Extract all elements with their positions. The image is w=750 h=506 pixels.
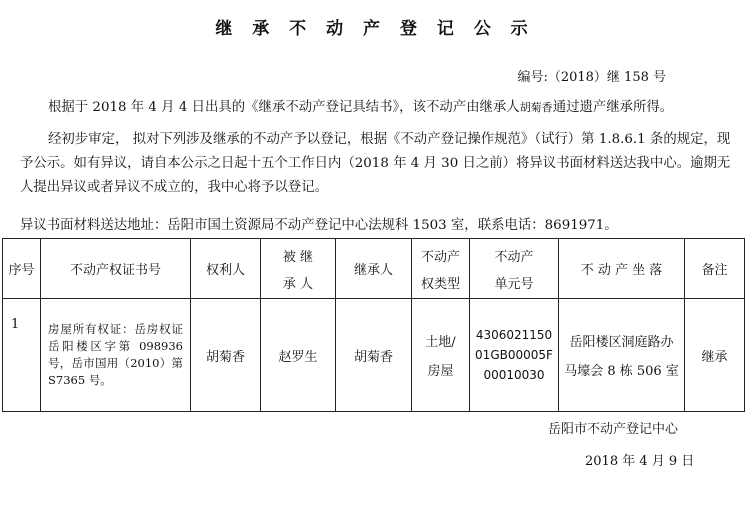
row-heir: 胡菊香 <box>336 299 412 412</box>
header-right-type-line2: 权类型 <box>420 276 460 292</box>
paragraph-basis-text: 根据于 2018 年 4 月 4 日出具的《继承不动产登记具结书》，该不动产由继承人 <box>48 100 520 115</box>
paragraph-objection-address: 异议书面材料送达地址：岳阳市国土资源局不动产登记中心法规科 1503 室，联系电话：8691971。 <box>20 218 618 233</box>
header-heir: 继承人 <box>336 239 412 299</box>
paragraph-basis <box>20 96 732 120</box>
header-location: 不 动 产 坐 落 <box>559 239 685 299</box>
row-unit-no-line3: 00010030 <box>483 368 545 382</box>
table-header-row <box>3 239 745 299</box>
header-seq: 序号 <box>3 239 41 299</box>
header-owner: 权利人 <box>191 239 261 299</box>
paragraph-review: 经初步审定， 拟对下列涉及继承的不动产予以登记，根据《不动产登记操作规范》（试行）第 1.8.6.1 条的规定，现予公示。如有异议，请自本公示之日起十五个工作日内（2018 年 4 月 30 日之前）将异议书面材料送达我中心。逾期无人提出异议或者异议不成立的，我中心将予以登记。 <box>20 132 731 195</box>
document-title: 继 承 不 动 产 登 记 公 示 <box>215 19 535 39</box>
footer-organization: 岳阳市不动产登记中心 <box>548 422 679 437</box>
row-owner: 胡菊香 <box>191 299 261 412</box>
row-location-line1: 岳阳楼区洞庭路办 <box>569 335 674 350</box>
row-note: 继承 <box>685 299 745 412</box>
row-decedent: 赵罗生 <box>261 299 336 412</box>
header-unit-no-line1: 不动产 <box>494 249 534 265</box>
header-unit-no-line2: 单元号 <box>494 276 534 292</box>
header-decedent-line1: 被 继 <box>282 249 314 265</box>
header-decedent-line2: 承 人 <box>282 276 314 292</box>
row-cert-text: 房屋所有权证：岳房权证岳阳楼区字第 098936 号，岳市国用（2010）第 S7365 号。 <box>48 322 183 387</box>
row-cert <box>41 299 191 412</box>
announcement-table <box>2 238 745 412</box>
header-decedent <box>261 239 336 299</box>
row-location <box>559 299 685 412</box>
row-right-type-line2: 房屋 <box>427 364 454 379</box>
header-right-type-line1: 不动产 <box>420 249 460 265</box>
row-seq: 1 <box>3 299 41 412</box>
row-right-type <box>412 299 470 412</box>
table-row <box>3 299 745 412</box>
document-number: 编号:（2018）继 158 号 <box>517 70 666 85</box>
header-unit-no <box>470 239 559 299</box>
paragraph-basis-tail: 通过遗产继承所得。 <box>552 100 674 115</box>
row-unit-no <box>470 299 559 412</box>
header-cert: 不动产权证书号 <box>41 239 191 299</box>
heir-name-inline: 胡菊香 <box>519 101 553 114</box>
row-unit-no-line2: 01GB00005F <box>475 348 553 362</box>
row-right-type-line1: 土地/ <box>425 335 456 350</box>
row-location-line2: 马壕会 8 栋 506 室 <box>564 364 679 379</box>
header-right-type <box>412 239 470 299</box>
row-unit-no-line1: 4306021150 <box>475 328 553 342</box>
header-note: 备注 <box>685 239 745 299</box>
footer-date: 2018 年 4 月 9 日 <box>585 454 695 469</box>
